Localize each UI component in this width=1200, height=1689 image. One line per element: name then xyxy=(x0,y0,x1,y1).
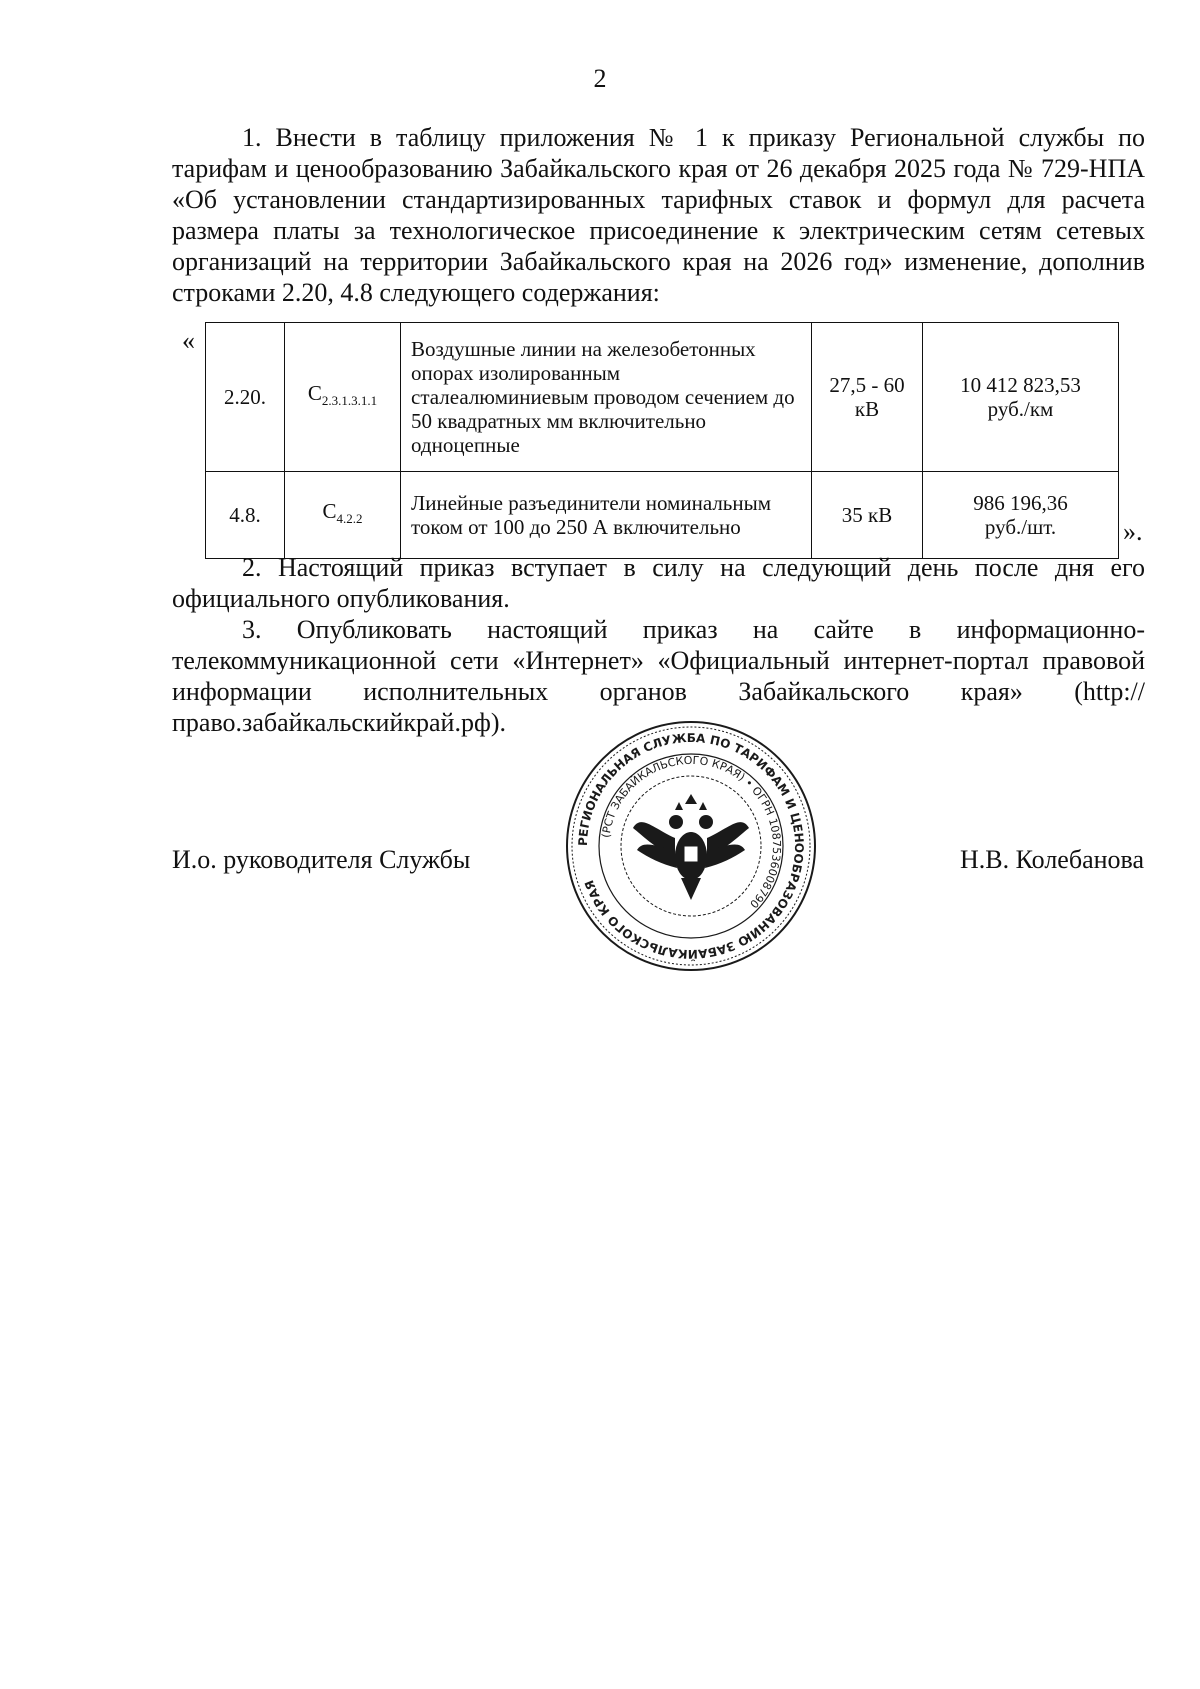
row-number: 4.8. xyxy=(206,472,285,559)
seal-icon xyxy=(563,718,819,974)
tariff-code xyxy=(285,323,401,472)
price-unit: руб./км xyxy=(987,397,1054,421)
price-unit: руб./шт. xyxy=(984,515,1057,539)
page-number: 2 xyxy=(593,64,607,93)
svg-text:РЕГИОНАЛЬНАЯ СЛУЖБА ПО ТАРИФАМ: РЕГИОНАЛЬНАЯ СЛУЖБА ПО ТАРИФАМ И ЦЕНООБРАЗОВАНИЮ ЗАБАЙКАЛЬСКОГО КРАЯ xyxy=(575,730,807,962)
signatory-name: Н.В. Колебанова xyxy=(960,845,1144,874)
code-base: C xyxy=(307,380,322,405)
table-row xyxy=(206,472,1119,559)
row-description: Воздушные линии на железобетонных опорах изолированным сталеалюминиевым проводом сечением до 50 квадратных мм включительно одноцепные xyxy=(401,323,812,472)
paragraph-1: 1. Внести в таблицу приложения № 1 к приказу Региональной службы по тарифам и ценообразованию Забайкальского края от 26 декабря 2025 года № 729-НПА «Об установлении стандартизированных тарифных ставок и формул для расчета размера платы за технологическое присоединение к электрическим сетям сетевых организаций на территории Забайкальского края на 2026 год» изменение, дополнив строками 2.20, 4.8 следующего содержания: xyxy=(172,123,1145,307)
table-row xyxy=(206,323,1119,472)
amendment-table xyxy=(205,322,1119,559)
code-subscript: 2.3.1.3.1.1 xyxy=(321,393,378,409)
row-price xyxy=(923,323,1119,472)
row-voltage: 35 кВ xyxy=(812,472,923,559)
code-subscript: 4.2.2 xyxy=(336,511,363,527)
tariff-code xyxy=(285,472,401,559)
quote-close: ». xyxy=(1123,517,1143,546)
price-value: 986 196,36 xyxy=(973,491,1068,515)
svg-text:(РСТ ЗАБАЙКАЛЬСКОГО КРАЯ) • ОГ: (РСТ ЗАБАЙКАЛЬСКОГО КРАЯ) • ОГРН 1087536008790 xyxy=(599,753,784,911)
signatory-role: И.о. руководителя Службы xyxy=(172,845,471,874)
price-value: 10 412 823,53 xyxy=(960,373,1081,397)
quote-open: « xyxy=(182,326,195,355)
official-seal xyxy=(563,718,819,974)
row-voltage: 27,5 - 60 кВ xyxy=(812,323,923,472)
row-price xyxy=(923,472,1119,559)
code-base: C xyxy=(322,498,337,523)
paragraph-2: 2. Настоящий приказ вступает в силу на следующий день после дня его официального опубликования. xyxy=(172,553,1145,613)
paragraph-3: 3. Опубликовать настоящий приказ на сайте в информационно-телекоммуникационной сети «Интернет» «Официальный интернет-портал правовой информации исполнительных органов Забайкальского края» (http://право.забайкальскийкрай.рф). xyxy=(172,615,1145,737)
row-description: Линейные разъединители номинальным током от 100 до 250 А включительно xyxy=(401,472,812,559)
row-number: 2.20. xyxy=(206,323,285,472)
